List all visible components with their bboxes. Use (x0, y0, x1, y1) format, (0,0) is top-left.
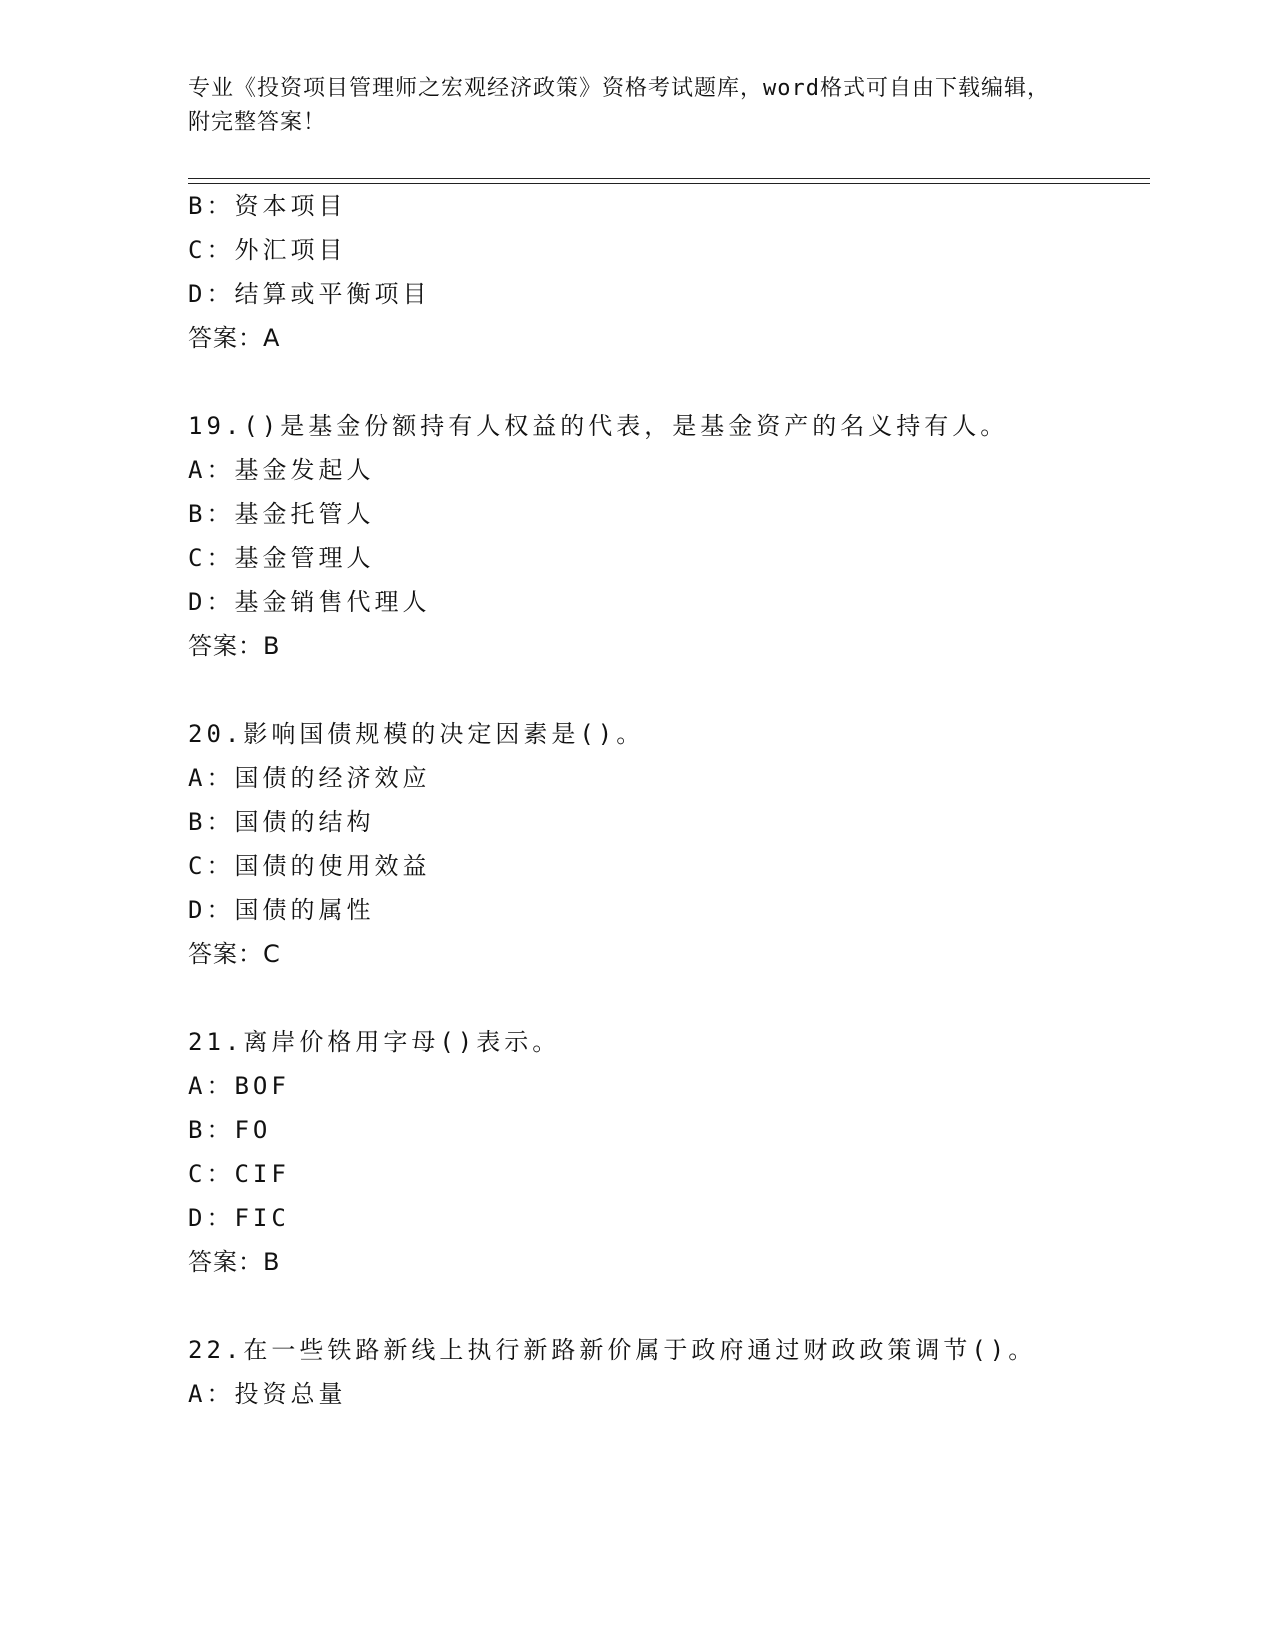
q19-option-b: B：基金托管人 (188, 500, 375, 528)
q19-option-c: C：基金管理人 (188, 544, 375, 572)
q20-option-b: B：国债的结构 (188, 808, 375, 836)
q19-question: 19.()是基金份额持有人权益的代表，是基金资产的名义持有人。 (188, 412, 1009, 440)
q20-option-c: C：国债的使用效益 (188, 852, 431, 880)
q22-question: 22.在一些铁路新线上执行新路新价属于政府通过财政政策调节()。 (188, 1336, 1037, 1364)
q21-option-d: D：FIC (188, 1204, 290, 1232)
q18-answer: 答案：A (188, 324, 281, 352)
q20-option-a: A：国债的经济效应 (188, 764, 431, 792)
header-rule-bottom (188, 183, 1150, 184)
document-header: 专业《投资项目管理师之宏观经济政策》资格考试题库，word格式可自由下载编辑，附完整答案！ (188, 76, 1050, 135)
q20-question: 20.影响国债规模的决定因素是()。 (188, 720, 645, 748)
q21-option-a: A：BOF (188, 1072, 290, 1100)
q22-option-a: A：投资总量 (188, 1380, 347, 1408)
q21-question: 21.离岸价格用字母()表示。 (188, 1028, 561, 1056)
header-rule-top (188, 178, 1150, 179)
q18-option-c: C：外汇项目 (188, 236, 347, 264)
q20-answer: 答案：C (188, 940, 281, 968)
q19-option-a: A：基金发起人 (188, 456, 375, 484)
q18-option-d: D：结算或平衡项目 (188, 280, 431, 308)
q21-option-b: B：FO (188, 1116, 272, 1144)
q18-option-b: B：资本项目 (188, 192, 347, 220)
q21-option-c: C：CIF (188, 1160, 290, 1188)
q19-answer: 答案：B (188, 632, 281, 660)
q20-option-d: D：国债的属性 (188, 896, 375, 924)
q19-option-d: D：基金销售代理人 (188, 588, 431, 616)
q21-answer: 答案：B (188, 1248, 281, 1276)
